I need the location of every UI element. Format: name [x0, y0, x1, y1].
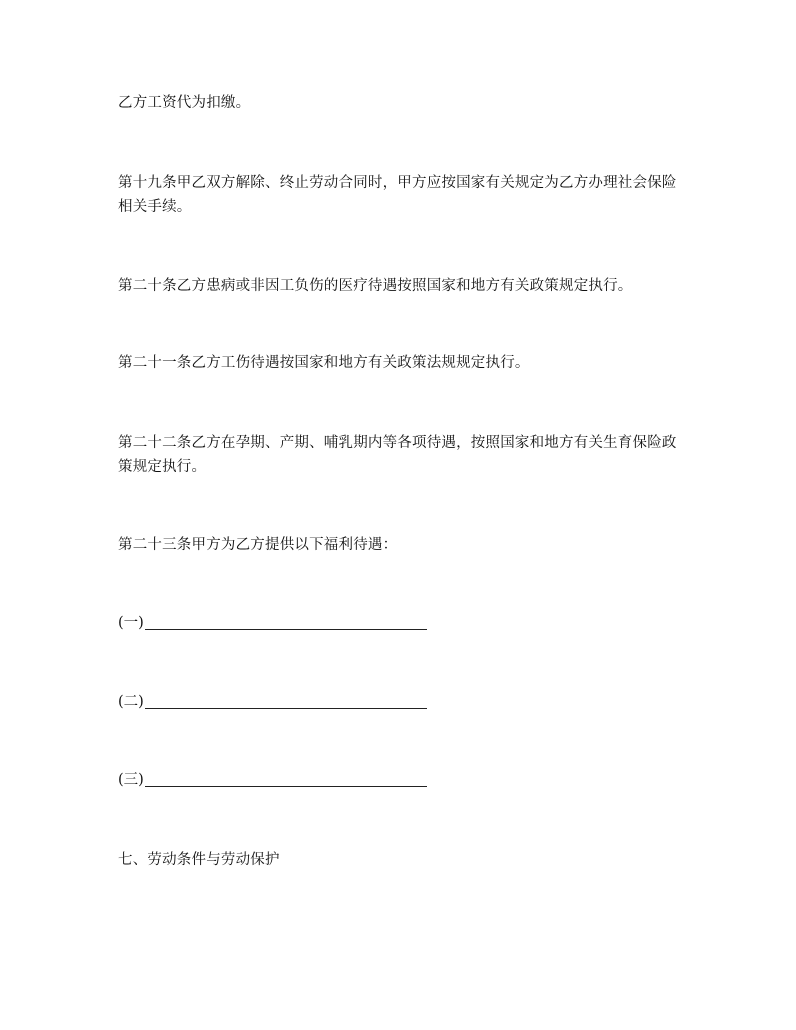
paragraph-article-20: 第二十条乙方患病或非因工负伤的医疗待遇按照国家和地方有关政策规定执行。 [118, 278, 633, 294]
benefit-blank-label: (三) [118, 772, 144, 788]
benefit-blank-1 [118, 611, 427, 635]
paragraph-tax-withholding: 乙方工资代为扣缴。 [118, 95, 251, 111]
benefit-blank-2 [118, 690, 427, 714]
fill-in-underline [145, 628, 427, 630]
benefit-blank-label: (二) [118, 694, 144, 710]
fill-in-underline [145, 707, 427, 709]
fill-in-underline [145, 785, 427, 787]
section-heading-labor-conditions: 七、劳动条件与劳动保护 [118, 852, 280, 868]
benefit-blank-3 [118, 768, 427, 792]
paragraph-article-23: 第二十三条甲方为乙方提供以下福利待遇： [118, 537, 398, 553]
paragraph-article-22: 第二十二条乙方在孕期、产期、哺乳期内等各项待遇，按照国家和地方有关生育保险政策规定执行。 [118, 435, 677, 475]
paragraph-article-21: 第二十一条乙方工伤待遇按国家和地方有关政策法规规定执行。 [118, 355, 530, 371]
benefit-blank-label: (一) [118, 615, 144, 631]
paragraph-article-19: 第十九条甲乙双方解除、终止劳动合同时，甲方应按国家有关规定为乙方办理社会保险相关手续。 [118, 175, 677, 215]
